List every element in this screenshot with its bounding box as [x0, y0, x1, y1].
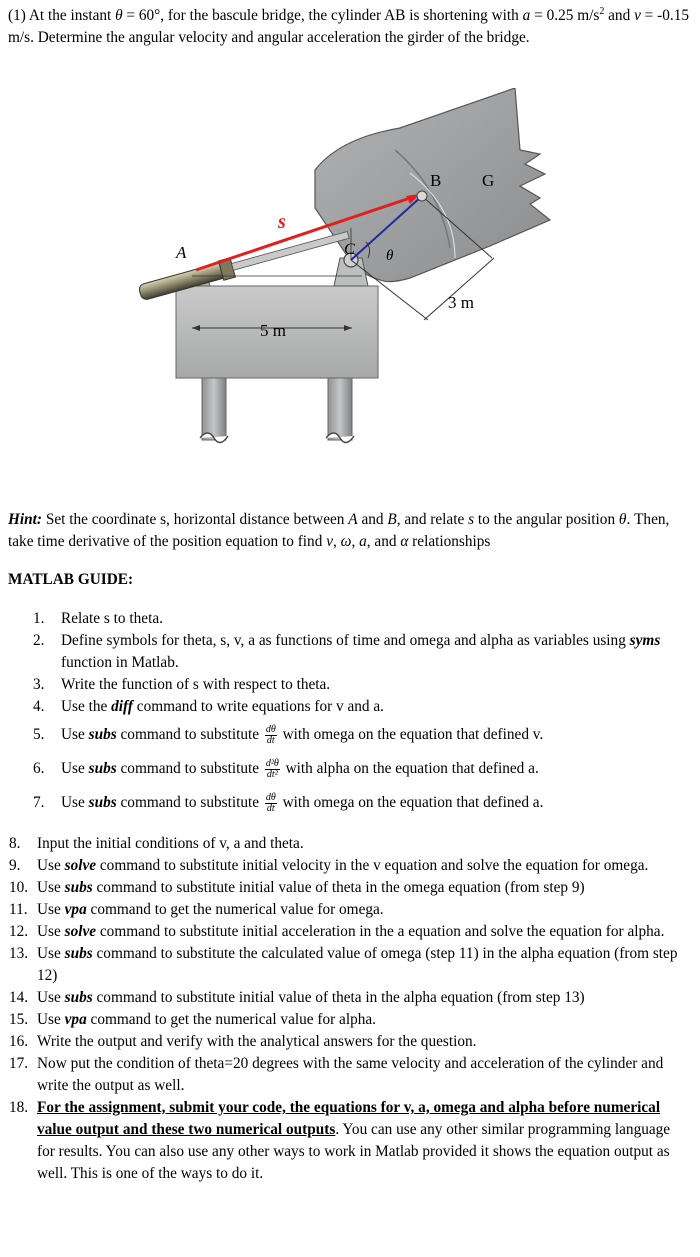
theta-symbol: θ: [115, 7, 123, 24]
step-text: Use: [37, 923, 65, 940]
step-item: [0, 877, 700, 899]
problem-text-4: and: [604, 7, 635, 24]
step-command: subs: [88, 794, 117, 811]
hint-label: Hint:: [8, 511, 42, 528]
fraction-numerator: dθ: [265, 791, 276, 803]
step-item: [0, 921, 700, 943]
step-text: . You can use any other similar programming language for results. You can also use any other ways to work in Matlab provided it shows the equation output as well. This is one of the ways to do it.: [37, 1121, 671, 1182]
step-text: command to substitute initial value of theta in the alpha equation (from step 13): [92, 989, 585, 1006]
a-symbol: a: [522, 7, 531, 24]
step-number: 4.: [33, 698, 45, 715]
step-text: command to get the numerical value for alpha.: [86, 1011, 376, 1028]
step-number: 12.: [9, 923, 29, 940]
bascule-bridge-figure: [110, 88, 570, 450]
hint-omega: ω: [340, 533, 352, 550]
step-item: [0, 987, 700, 1009]
step-item: [0, 718, 700, 752]
label-s: s: [278, 211, 286, 233]
step-text: command to substitute initial velocity in the v equation and solve the equation for omega.: [96, 857, 649, 874]
label-A: A: [176, 243, 187, 262]
step-text: Use: [37, 857, 65, 874]
step-text: Input the initial conditions of v, a and theta.: [37, 835, 304, 852]
problem-statement: [8, 5, 694, 49]
problem-number: (1): [8, 7, 26, 24]
pier-leg-left: [202, 378, 226, 440]
step-number: 18.: [9, 1099, 29, 1116]
step-number: 11.: [9, 901, 28, 918]
step-item: [0, 943, 700, 987]
step-text: with omega on the equation that defined a.: [278, 794, 544, 811]
step-number: 10.: [9, 879, 29, 896]
step-text: Write the function of s with respect to theta.: [61, 676, 331, 693]
step-text: command to substitute: [116, 760, 263, 777]
step-text: Relate s to theta.: [61, 610, 163, 627]
step-text: Define symbols for theta, s, v, a as functions of time and omega and alpha as variables using: [61, 632, 630, 649]
step-text: command to write equations for v and a.: [132, 698, 385, 715]
hint-s: s: [468, 511, 475, 528]
step-item: [0, 1009, 700, 1031]
hint-v: v: [326, 533, 333, 550]
hint-paragraph: [8, 509, 696, 553]
fraction-numerator: dθ: [265, 723, 276, 735]
step-emphasis: For the assignment, submit your code, the equations for v, a, omega and alpha before numerical value output and these two numerical outputs: [37, 1099, 661, 1138]
step-command: subs: [88, 726, 117, 743]
step-text: with omega on the equation that defined v.: [278, 726, 544, 743]
fraction-denominator: dt: [266, 802, 275, 814]
hint-theta: θ: [618, 511, 627, 528]
hint-comma-2: ,: [351, 533, 360, 550]
derivative-fraction: [265, 725, 277, 746]
v-symbol: v: [634, 7, 641, 24]
step-item: [0, 855, 700, 877]
step-text: Use: [37, 945, 65, 962]
step-text: Now put the condition of theta=20 degrees with the same velocity and acceleration of the cylinder and write the output as well.: [37, 1055, 664, 1094]
hint-text-7: relationships: [408, 533, 491, 550]
step-number: 7.: [33, 794, 45, 811]
step-number: 6.: [33, 760, 45, 777]
step-text: command to substitute: [116, 726, 263, 743]
step-number: 13.: [9, 945, 29, 962]
step-text: Use: [61, 794, 89, 811]
step-text: command to substitute the calculated value of omega (step 11) in the alpha equation (from step 12): [37, 945, 678, 984]
hint-text-2: and: [357, 511, 388, 528]
step-text: command to substitute initial value of theta in the omega equation (from step 9): [92, 879, 585, 896]
step-number: 8.: [9, 835, 21, 852]
step-command: syms: [629, 632, 661, 649]
problem-text-2: = 60°, for the bascule bridge, the cylinder AB is shortening with: [122, 7, 523, 24]
step-number: 17.: [9, 1055, 29, 1072]
step-number: 14.: [9, 989, 29, 1006]
step-item: [0, 1053, 700, 1097]
step-text: with alpha on the equation that defined a.: [281, 760, 539, 777]
step-item: [0, 630, 700, 674]
step-item: [0, 833, 700, 855]
derivative-fraction: [265, 793, 277, 814]
derivative-fraction: [265, 759, 280, 780]
step-text: Use: [37, 989, 65, 1006]
step-text: command to substitute: [116, 794, 263, 811]
pin-b: [417, 191, 427, 201]
step-number: 3.: [33, 676, 45, 693]
step-item: [0, 786, 700, 820]
step-text: Use: [61, 760, 89, 777]
step-number: 15.: [9, 1011, 29, 1028]
step-command: diff: [111, 698, 133, 715]
matlab-guide-title: MATLAB GUIDE:: [8, 571, 134, 588]
steps-list-2: [0, 833, 700, 1185]
fraction-denominator: dt²: [266, 768, 278, 780]
step-command: subs: [64, 989, 93, 1006]
step-text: command to substitute initial acceleration in the a equation and solve the equation for alpha.: [96, 923, 665, 940]
label-3m: 3 m: [448, 293, 474, 312]
label-G: G: [482, 171, 495, 190]
step-command: subs: [64, 945, 93, 962]
step-command: vpa: [64, 901, 87, 918]
step-text: Use: [61, 726, 89, 743]
label-C: C: [344, 241, 355, 258]
step-text: command to get the numerical value for omega.: [86, 901, 384, 918]
fraction-numerator: d²θ: [265, 757, 279, 769]
step-item: [0, 1097, 700, 1185]
step-number: 5.: [33, 726, 45, 743]
hint-B: B: [387, 511, 397, 528]
step-number: 16.: [9, 1033, 29, 1050]
step-item: [0, 608, 700, 630]
step-text: Use the: [61, 698, 112, 715]
problem-text-1: At the instant: [28, 7, 116, 24]
step-number: 2.: [33, 632, 45, 649]
hint-alpha: α: [400, 533, 409, 550]
step-item: [0, 899, 700, 921]
label-theta: θ: [386, 248, 394, 264]
fraction-denominator: dt: [266, 734, 275, 746]
steps-list-1: [0, 608, 700, 820]
hint-text-6: , and: [366, 533, 401, 550]
step-command: solve: [64, 857, 97, 874]
step-text: Write the output and verify with the analytical answers for the question.: [37, 1033, 477, 1050]
step-text: Use: [37, 879, 65, 896]
step-text: Use: [37, 1011, 65, 1028]
pier-leg-right: [328, 378, 352, 440]
hint-text-5: . Then, take time derivative of the position equation to find: [8, 511, 670, 550]
step-item: [0, 674, 700, 696]
step-item: [0, 696, 700, 718]
hint-A: A: [348, 511, 358, 528]
step-command: subs: [64, 879, 93, 896]
step-command: vpa: [64, 1011, 87, 1028]
hint-text-4: to the angular position: [474, 511, 619, 528]
problem-text-5: = -0.15 m/s. Determine the angular velocity and angular acceleration the girder of the bridge.: [8, 7, 689, 46]
step-text: Use: [37, 901, 65, 918]
label-B: B: [430, 171, 442, 190]
problem-text-3: = 0.25 m/s: [530, 7, 600, 24]
hint-a: a: [359, 533, 367, 550]
hint-text-1: Set the coordinate s, horizontal distance between: [42, 511, 349, 528]
step-text: function in Matlab.: [61, 654, 179, 671]
label-5m: 5 m: [260, 321, 286, 340]
hint-text-3: , and relate: [396, 511, 469, 528]
step-command: solve: [64, 923, 97, 940]
step-number: 9.: [9, 857, 21, 874]
hint-comma-1: ,: [332, 533, 341, 550]
step-item: [0, 1031, 700, 1053]
step-command: subs: [88, 760, 117, 777]
step-item: [0, 752, 700, 786]
superscript-2: 2: [599, 5, 605, 17]
step-number: 1.: [33, 610, 45, 627]
